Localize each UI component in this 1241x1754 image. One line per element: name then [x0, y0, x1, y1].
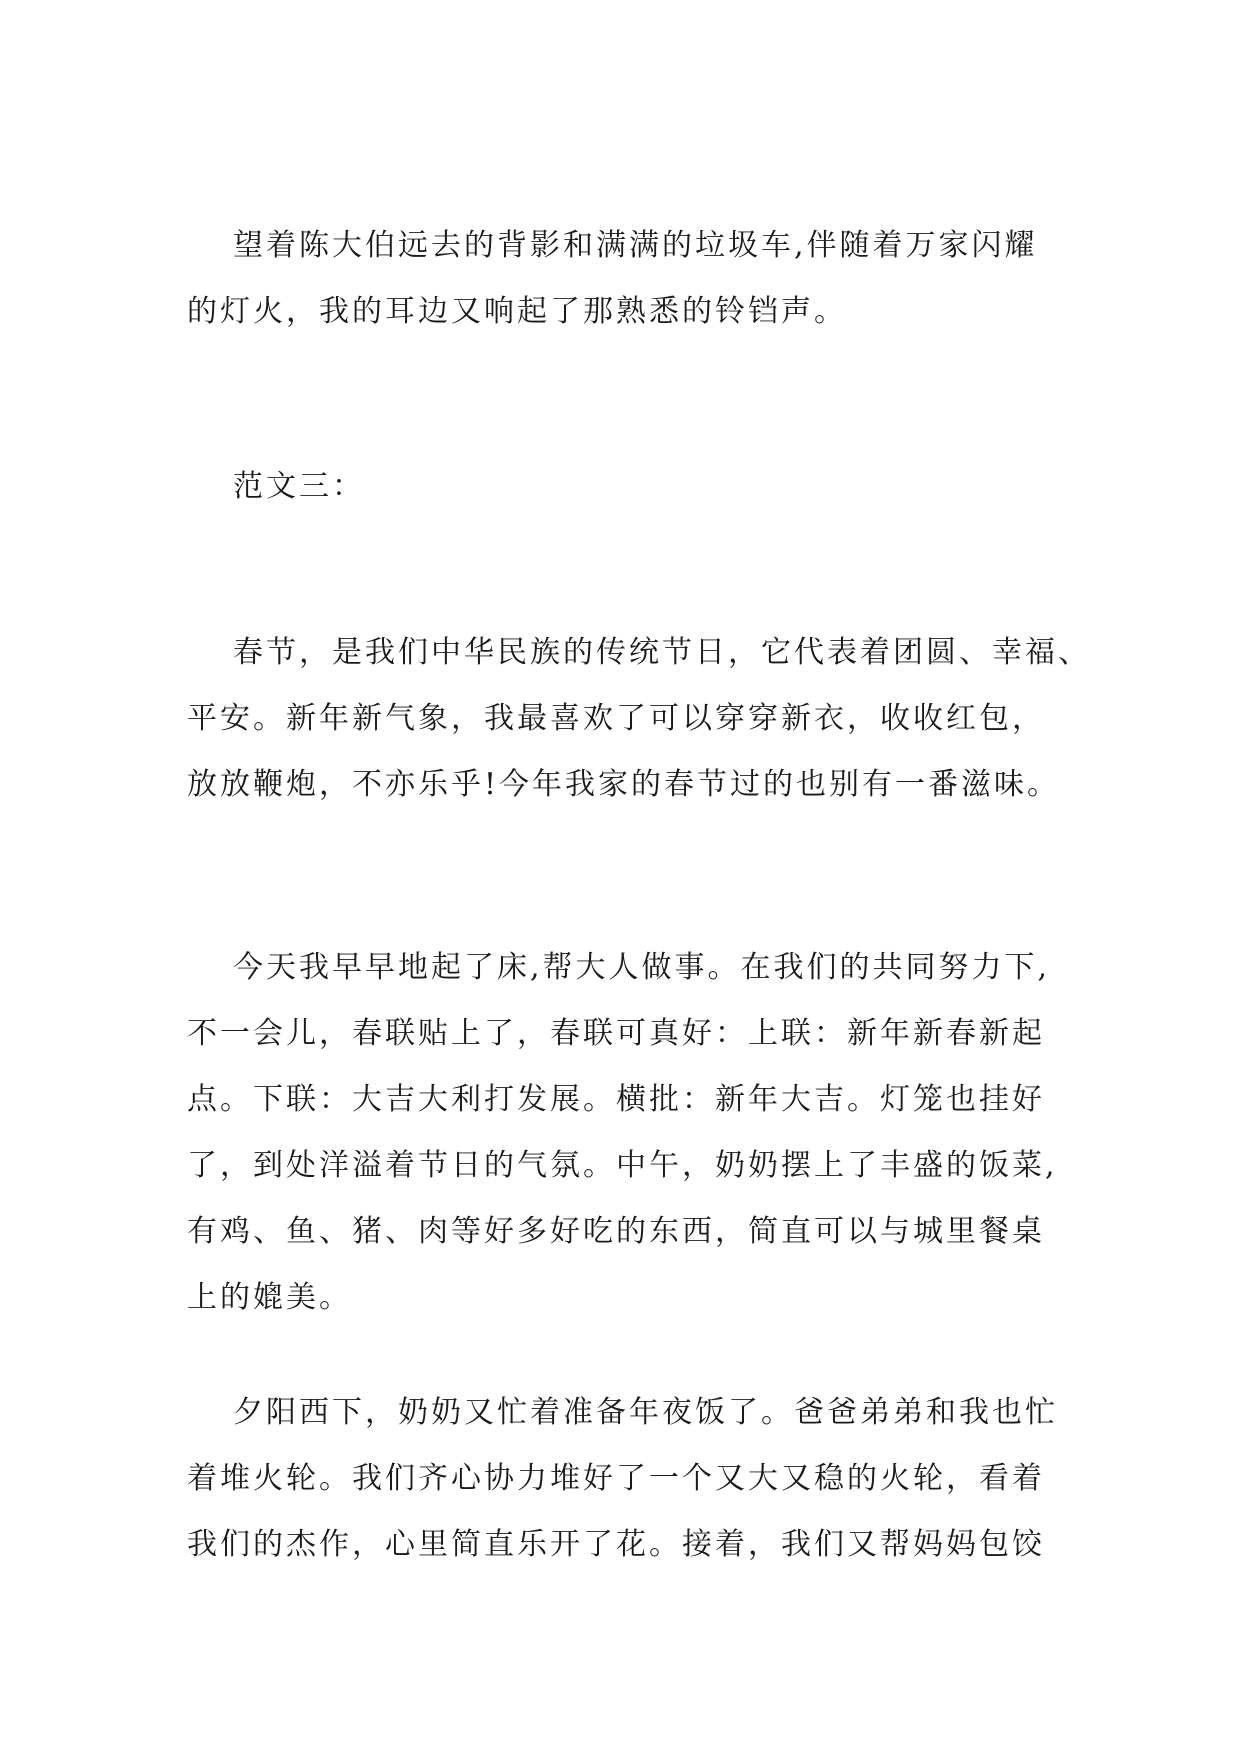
paragraph-evening [187, 1380, 1058, 1578]
text-line: 的灯火，我的耳边又响起了那熟悉的铃铛声。 [187, 294, 847, 329]
paragraph-morning [187, 935, 1058, 1331]
text-line: 有鸡、鱼、猪、肉等好多好吃的东西，简直可以与城里餐桌 [187, 1214, 1045, 1249]
text-line: 平安。新年新气象，我最喜欢了可以穿穿新衣，收收红包， [187, 701, 1045, 736]
text-line: 着堆火轮。我们齐心协力堆好了一个又大又稳的火轮，看着 [187, 1461, 1045, 1496]
text-line: 范文三： [233, 469, 365, 504]
text-line: 望着陈大伯远去的背影和满满的垃圾车,伴随着万家闪耀 [233, 228, 1038, 263]
paragraph-closing [187, 213, 1055, 345]
text-line: 不一会儿，春联贴上了，春联可真好：上联：新年新春新起 [187, 1016, 1045, 1051]
text-line: 点。下联：大吉大利打发展。横批：新年大吉。灯笼也挂好 [187, 1082, 1045, 1117]
text-line: 上的媲美。 [187, 1280, 352, 1315]
text-line: 了，到处洋溢着节日的气氛。中午，奶奶摆上了丰盛的饭菜, [187, 1148, 1058, 1183]
text-line: 春节，是我们中华民族的传统节日，它代表着团圆、幸福、 [233, 635, 1091, 670]
paragraph-intro [187, 620, 1091, 818]
text-line: 夕阳西下，奶奶又忙着准备年夜饭了。爸爸弟弟和我也忙 [233, 1395, 1058, 1430]
text-line: 放放鞭炮，不亦乐乎!今年我家的春节过的也别有一番滋味。 [187, 767, 1061, 802]
section-heading [187, 454, 1055, 520]
text-line: 我们的杰作，心里简直乐开了花。接着，我们又帮妈妈包饺 [187, 1527, 1045, 1562]
text-line: 今天我早早地起了床,帮大人做事。在我们的共同努力下, [233, 950, 1051, 985]
